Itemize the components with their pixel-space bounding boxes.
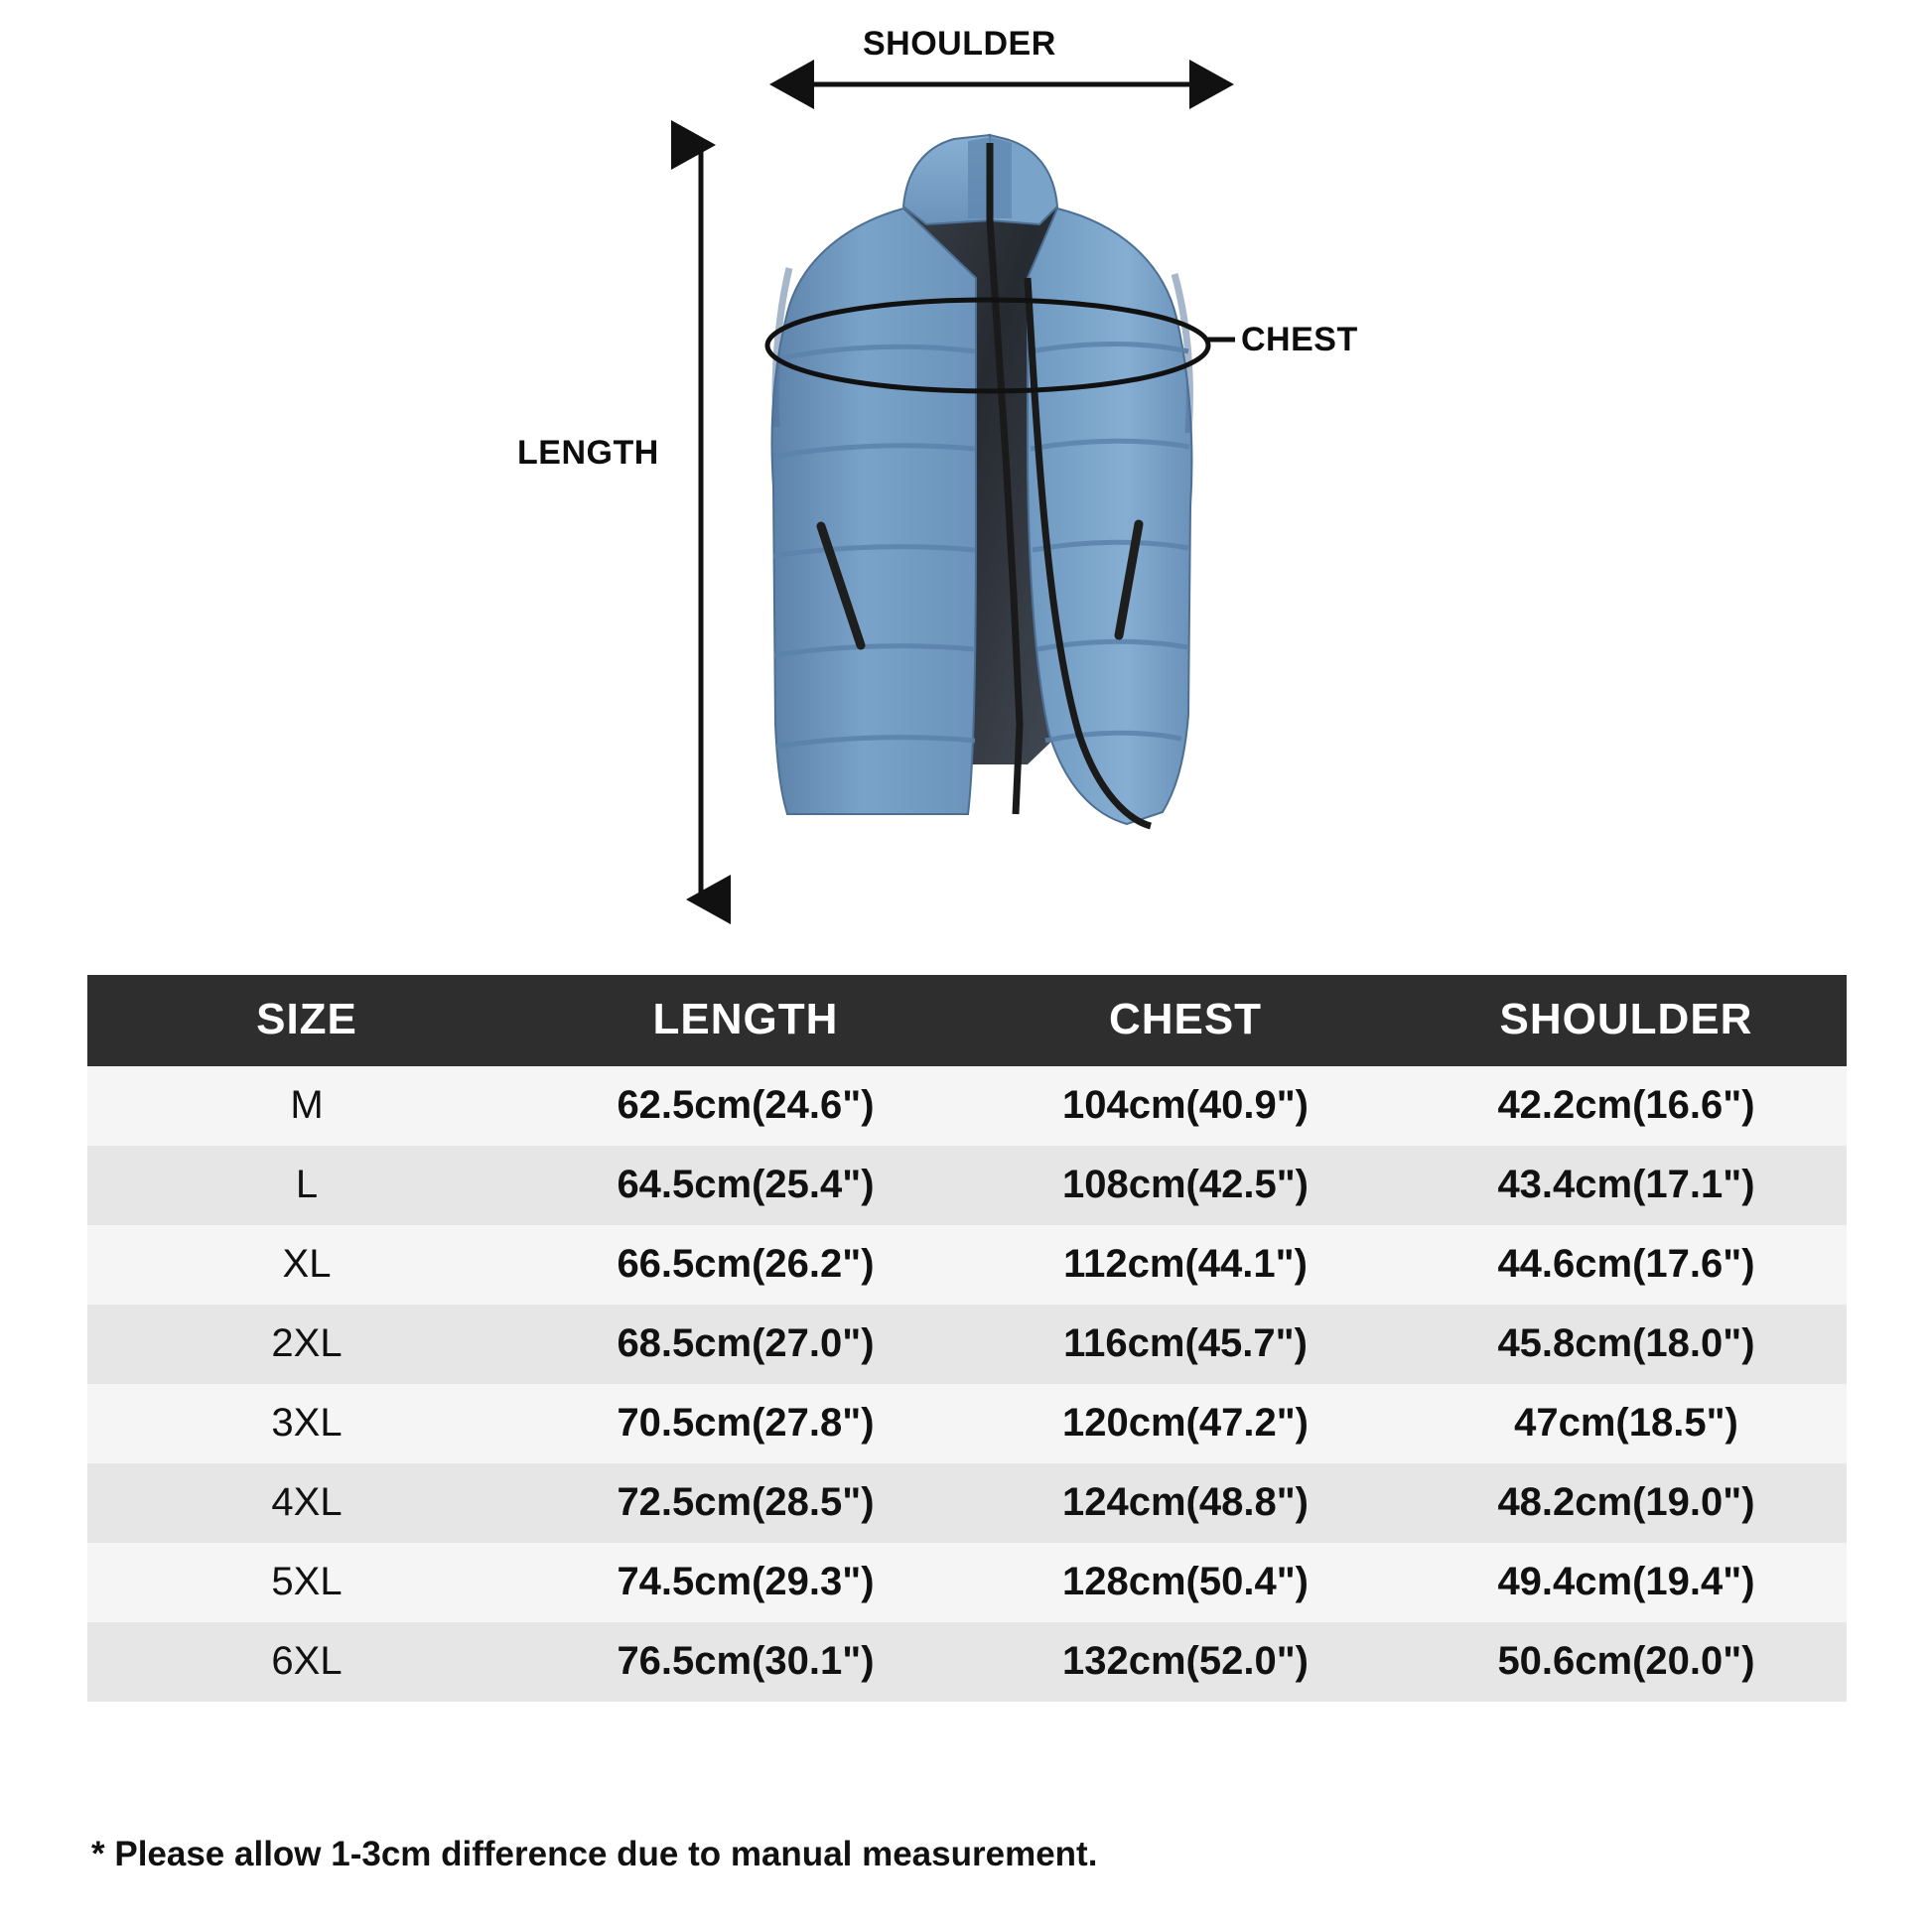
cell-size: 5XL	[87, 1543, 526, 1622]
cell-size: 4XL	[87, 1463, 526, 1543]
cell-size: 3XL	[87, 1384, 526, 1463]
cell-shoulder: 45.8cm(18.0")	[1406, 1305, 1847, 1384]
table-row	[87, 1146, 1847, 1225]
cell-shoulder: 48.2cm(19.0")	[1406, 1463, 1847, 1543]
table-row	[87, 1225, 1847, 1305]
label-chest: CHEST	[1241, 321, 1358, 358]
table-header-row	[87, 975, 1847, 1066]
cell-length: 64.5cm(25.4")	[526, 1146, 965, 1225]
cell-chest: 116cm(45.7")	[965, 1305, 1406, 1384]
label-length: LENGTH	[517, 434, 659, 472]
cell-length: 74.5cm(29.3")	[526, 1543, 965, 1622]
cell-length: 68.5cm(27.0")	[526, 1305, 965, 1384]
cell-chest: 108cm(42.5")	[965, 1146, 1406, 1225]
table-body	[87, 1066, 1847, 1702]
cell-length: 76.5cm(30.1")	[526, 1622, 965, 1702]
label-shoulder: SHOULDER	[863, 25, 1056, 63]
vest-graphic	[730, 129, 1236, 913]
cell-chest: 104cm(40.9")	[965, 1066, 1406, 1146]
table-row	[87, 1622, 1847, 1702]
cell-chest: 112cm(44.1")	[965, 1225, 1406, 1305]
cell-shoulder: 50.6cm(20.0")	[1406, 1622, 1847, 1702]
cell-shoulder: 44.6cm(17.6")	[1406, 1225, 1847, 1305]
cell-chest: 132cm(52.0")	[965, 1622, 1406, 1702]
cell-size: 6XL	[87, 1622, 526, 1702]
size-table	[87, 975, 1847, 1702]
cell-length: 72.5cm(28.5")	[526, 1463, 965, 1543]
measurement-note: * Please allow 1-3cm difference due to manual measurement.	[91, 1835, 1098, 1873]
vest-illustration	[730, 129, 1236, 913]
header-chest: CHEST	[965, 975, 1406, 1066]
table-header	[87, 975, 1847, 1066]
cell-size: L	[87, 1146, 526, 1225]
table-row	[87, 1463, 1847, 1543]
cell-shoulder: 43.4cm(17.1")	[1406, 1146, 1847, 1225]
cell-length: 66.5cm(26.2")	[526, 1225, 965, 1305]
table-row	[87, 1543, 1847, 1622]
cell-chest: 124cm(48.8")	[965, 1463, 1406, 1543]
table-row	[87, 1305, 1847, 1384]
header-length: LENGTH	[526, 975, 965, 1066]
size-table-wrapper	[87, 975, 1847, 1702]
header-shoulder: SHOULDER	[1406, 975, 1847, 1066]
cell-size: 2XL	[87, 1305, 526, 1384]
cell-chest: 128cm(50.4")	[965, 1543, 1406, 1622]
header-size: SIZE	[87, 975, 526, 1066]
table-row	[87, 1066, 1847, 1146]
table-row	[87, 1384, 1847, 1463]
cell-size: M	[87, 1066, 526, 1146]
cell-shoulder: 49.4cm(19.4")	[1406, 1543, 1847, 1622]
cell-shoulder: 42.2cm(16.6")	[1406, 1066, 1847, 1146]
cell-length: 62.5cm(24.6")	[526, 1066, 965, 1146]
cell-size: XL	[87, 1225, 526, 1305]
cell-length: 70.5cm(27.8")	[526, 1384, 965, 1463]
cell-chest: 120cm(47.2")	[965, 1384, 1406, 1463]
cell-shoulder: 47cm(18.5")	[1406, 1384, 1847, 1463]
measurement-diagram	[0, 0, 1932, 953]
